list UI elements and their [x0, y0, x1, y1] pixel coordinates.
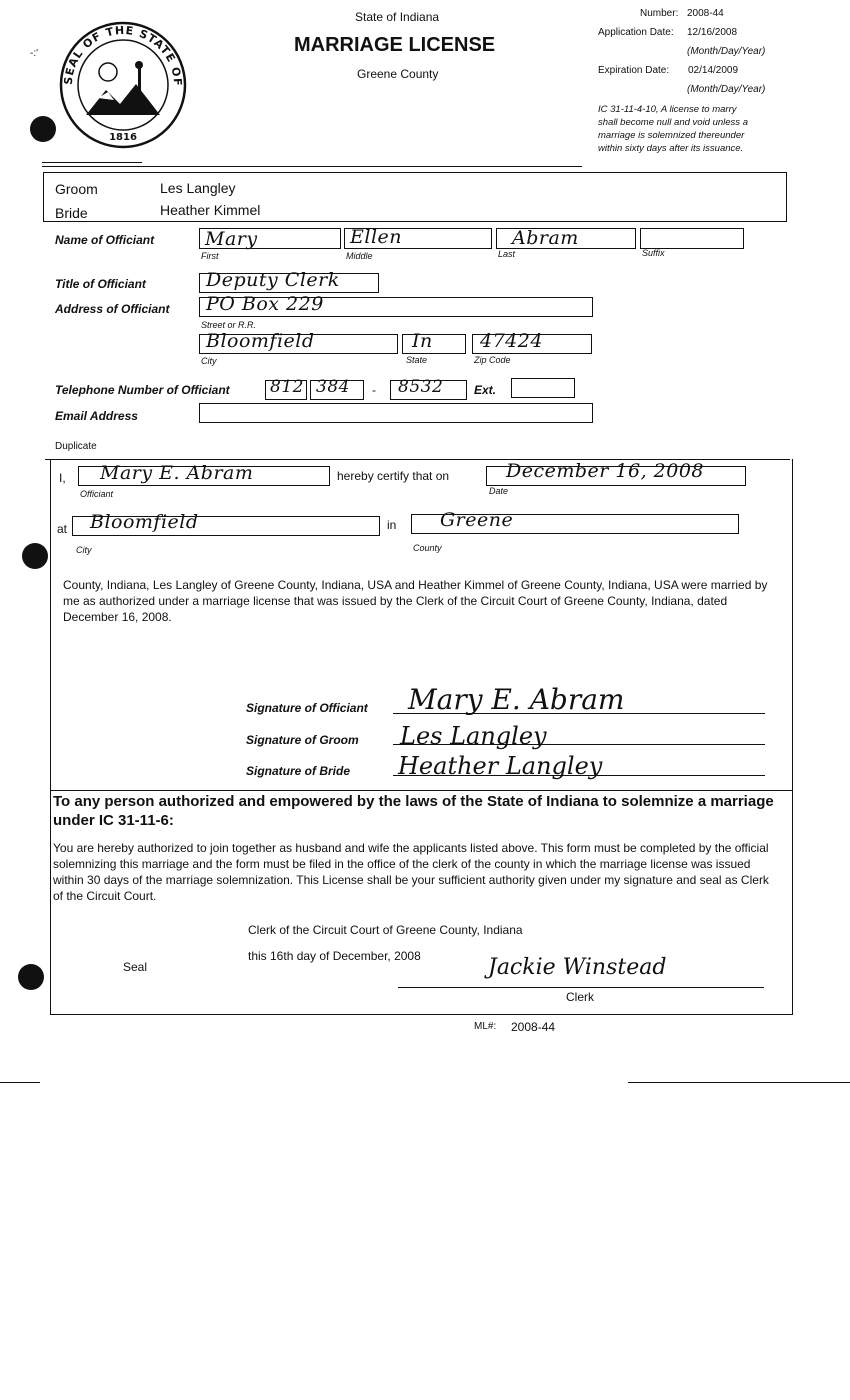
- punch-hole-middle: [22, 543, 48, 569]
- application-date-label: Application Date:: [598, 27, 674, 38]
- authorization-body: You are hereby authorized to join together as husband and wife the applicants listed above. This form must be completed by the official solemnizing this marriage and the form must be filed in the office of the clerk of the county in which the marriage license was issued within 30 days of the marriage solemnization. This License shall be your sufficient authority given under my signature and seal as Clerk of the Circuit Court.: [53, 841, 769, 903]
- seal-year: 1816: [109, 132, 137, 143]
- bride-label: Bride: [55, 205, 88, 221]
- officiant-last-value: Abram: [512, 227, 579, 249]
- authorization-rule: [50, 790, 793, 791]
- officiant-phone-label: Telephone Number of Officiant: [55, 383, 230, 397]
- groom-label: Groom: [55, 181, 98, 197]
- date-caption: Date: [489, 486, 509, 496]
- scan-edge-right: [628, 1082, 850, 1083]
- ext-label: Ext.: [474, 383, 497, 397]
- svg-text:SEAL OF THE STATE OF INDIANA: [58, 20, 184, 87]
- sig-bride-label: Signature of Bride: [246, 764, 351, 778]
- certificate-right-rule: [792, 459, 793, 1015]
- duplicate-label: Duplicate: [55, 441, 97, 452]
- header-county: Greene County: [357, 67, 439, 81]
- header-state: State of Indiana: [355, 10, 440, 24]
- number-label: Number:: [640, 8, 679, 19]
- officiant-zip-value: 47424: [480, 330, 543, 352]
- officiant-title-value: Deputy Clerk: [206, 269, 340, 291]
- certify-i: I,: [59, 471, 66, 485]
- city-caption: City: [201, 356, 217, 366]
- bride-name: Heather Kimmel: [160, 202, 261, 218]
- last-caption: Last: [498, 249, 516, 259]
- officiant-state-value: In: [412, 330, 433, 352]
- marriage-county-caption: County: [413, 543, 442, 553]
- header-rule-short: [42, 162, 142, 163]
- scan-edge-left: [0, 1082, 40, 1083]
- marriage-city-value: Bloomfield: [90, 511, 199, 533]
- expiration-date: 02/14/2009: [688, 65, 739, 76]
- zip-caption: Zip Code: [474, 355, 511, 365]
- state-seal: [58, 20, 188, 150]
- marriage-city-caption: City: [76, 545, 92, 555]
- officiant-middle-value: Ellen: [350, 226, 403, 248]
- officiant-city-value: Bloomfield: [206, 330, 315, 352]
- marriage-statement: County, Indiana, Les Langley of Greene County, Indiana, USA and Heather Kimmel of Greene County, Indiana, USA were married by me as authorized under a marriage license that was issued by the Clerk of the Circuit Court of Greene County, Indiana, dated December 16, 2008.: [63, 578, 768, 624]
- clerk-signature: Jackie Winstead: [488, 955, 667, 980]
- clerk-of-court: Clerk of the Circuit Court of Greene County, Indiana: [248, 923, 523, 937]
- punch-hole-top: [30, 116, 56, 142]
- date-format-hint: (Month/Day/Year): [687, 46, 766, 57]
- phone-dash: -: [372, 383, 376, 397]
- first-caption: First: [201, 251, 219, 261]
- phone-line-value: 8532: [398, 377, 444, 397]
- ml-label: ML#:: [474, 1021, 497, 1032]
- ml-number: 2008-44: [511, 1020, 556, 1034]
- street-caption: Street or R.R.: [201, 320, 257, 330]
- officiant-street-value: PO Box 229: [206, 293, 324, 315]
- groom-name: Les Langley: [160, 180, 236, 196]
- expiry-notice: IC 31-11-4-10, A license to marry shall become null and void unless a marriage is solemnized thereunder within sixty days after its issuance.: [598, 104, 748, 154]
- punch-hole-bottom: [18, 964, 44, 990]
- certificate-bottom-rule: [50, 1014, 793, 1015]
- sig-officiant-label: Signature of Officiant: [246, 701, 368, 715]
- application-date: 12/16/2008: [687, 27, 738, 38]
- header-rule: [42, 166, 582, 167]
- sig-groom-signature: Les Langley: [400, 722, 547, 750]
- margin-mark: -:': [30, 48, 39, 59]
- clerk-signature-line: [398, 987, 764, 988]
- seal-label: Seal: [123, 960, 148, 974]
- sig-officiant-signature: Mary E. Abram: [408, 683, 625, 716]
- email-label: Email Address: [55, 409, 138, 423]
- officiant-suffix-field[interactable]: [640, 228, 744, 249]
- sig-bride-signature: Heather Langley: [398, 752, 603, 780]
- sig-groom-label: Signature of Groom: [246, 733, 359, 747]
- at-label: at: [57, 522, 68, 536]
- officiant-caption: Officiant: [80, 489, 114, 499]
- seal-text: SEAL OF THE STATE OF: [61, 23, 185, 87]
- phone-ext-field[interactable]: [511, 378, 575, 398]
- officiant-address-label: Address of Officiant: [55, 302, 170, 316]
- license-number: 2008-44: [687, 8, 724, 19]
- date-format-hint-2: (Month/Day/Year): [687, 84, 766, 95]
- certify-officiant-value: Mary E. Abram: [100, 462, 254, 484]
- certificate-left-rule: [50, 459, 51, 1015]
- day-line: this 16th day of December, 2008: [248, 949, 421, 963]
- officiant-title-label: Title of Officiant: [55, 277, 146, 291]
- expiration-date-label: Expiration Date:: [598, 65, 670, 76]
- phone-prefix-value: 384: [316, 377, 350, 397]
- in-label: in: [387, 518, 397, 532]
- email-field[interactable]: [199, 403, 593, 423]
- officiant-name-label: Name of Officiant: [55, 233, 155, 247]
- authorization-heading: To any person authorized and empowered by the laws of the State of Indiana to solemnize a marriage under IC 31-11-6:: [53, 793, 774, 829]
- middle-caption: Middle: [346, 251, 373, 261]
- state-caption: State: [406, 355, 428, 365]
- marriage-county-value: Greene: [440, 509, 514, 531]
- certify-date-value: December 16, 2008: [506, 460, 705, 482]
- certify-text: hereby certify that on: [337, 469, 450, 483]
- license-title: MARRIAGE LICENSE: [294, 34, 496, 56]
- phone-area-value: 812: [270, 377, 304, 397]
- officiant-first-value: Mary: [205, 228, 258, 250]
- suffix-caption: Suffix: [642, 248, 665, 258]
- parties-box: [43, 172, 787, 222]
- clerk-label: Clerk: [566, 990, 595, 1004]
